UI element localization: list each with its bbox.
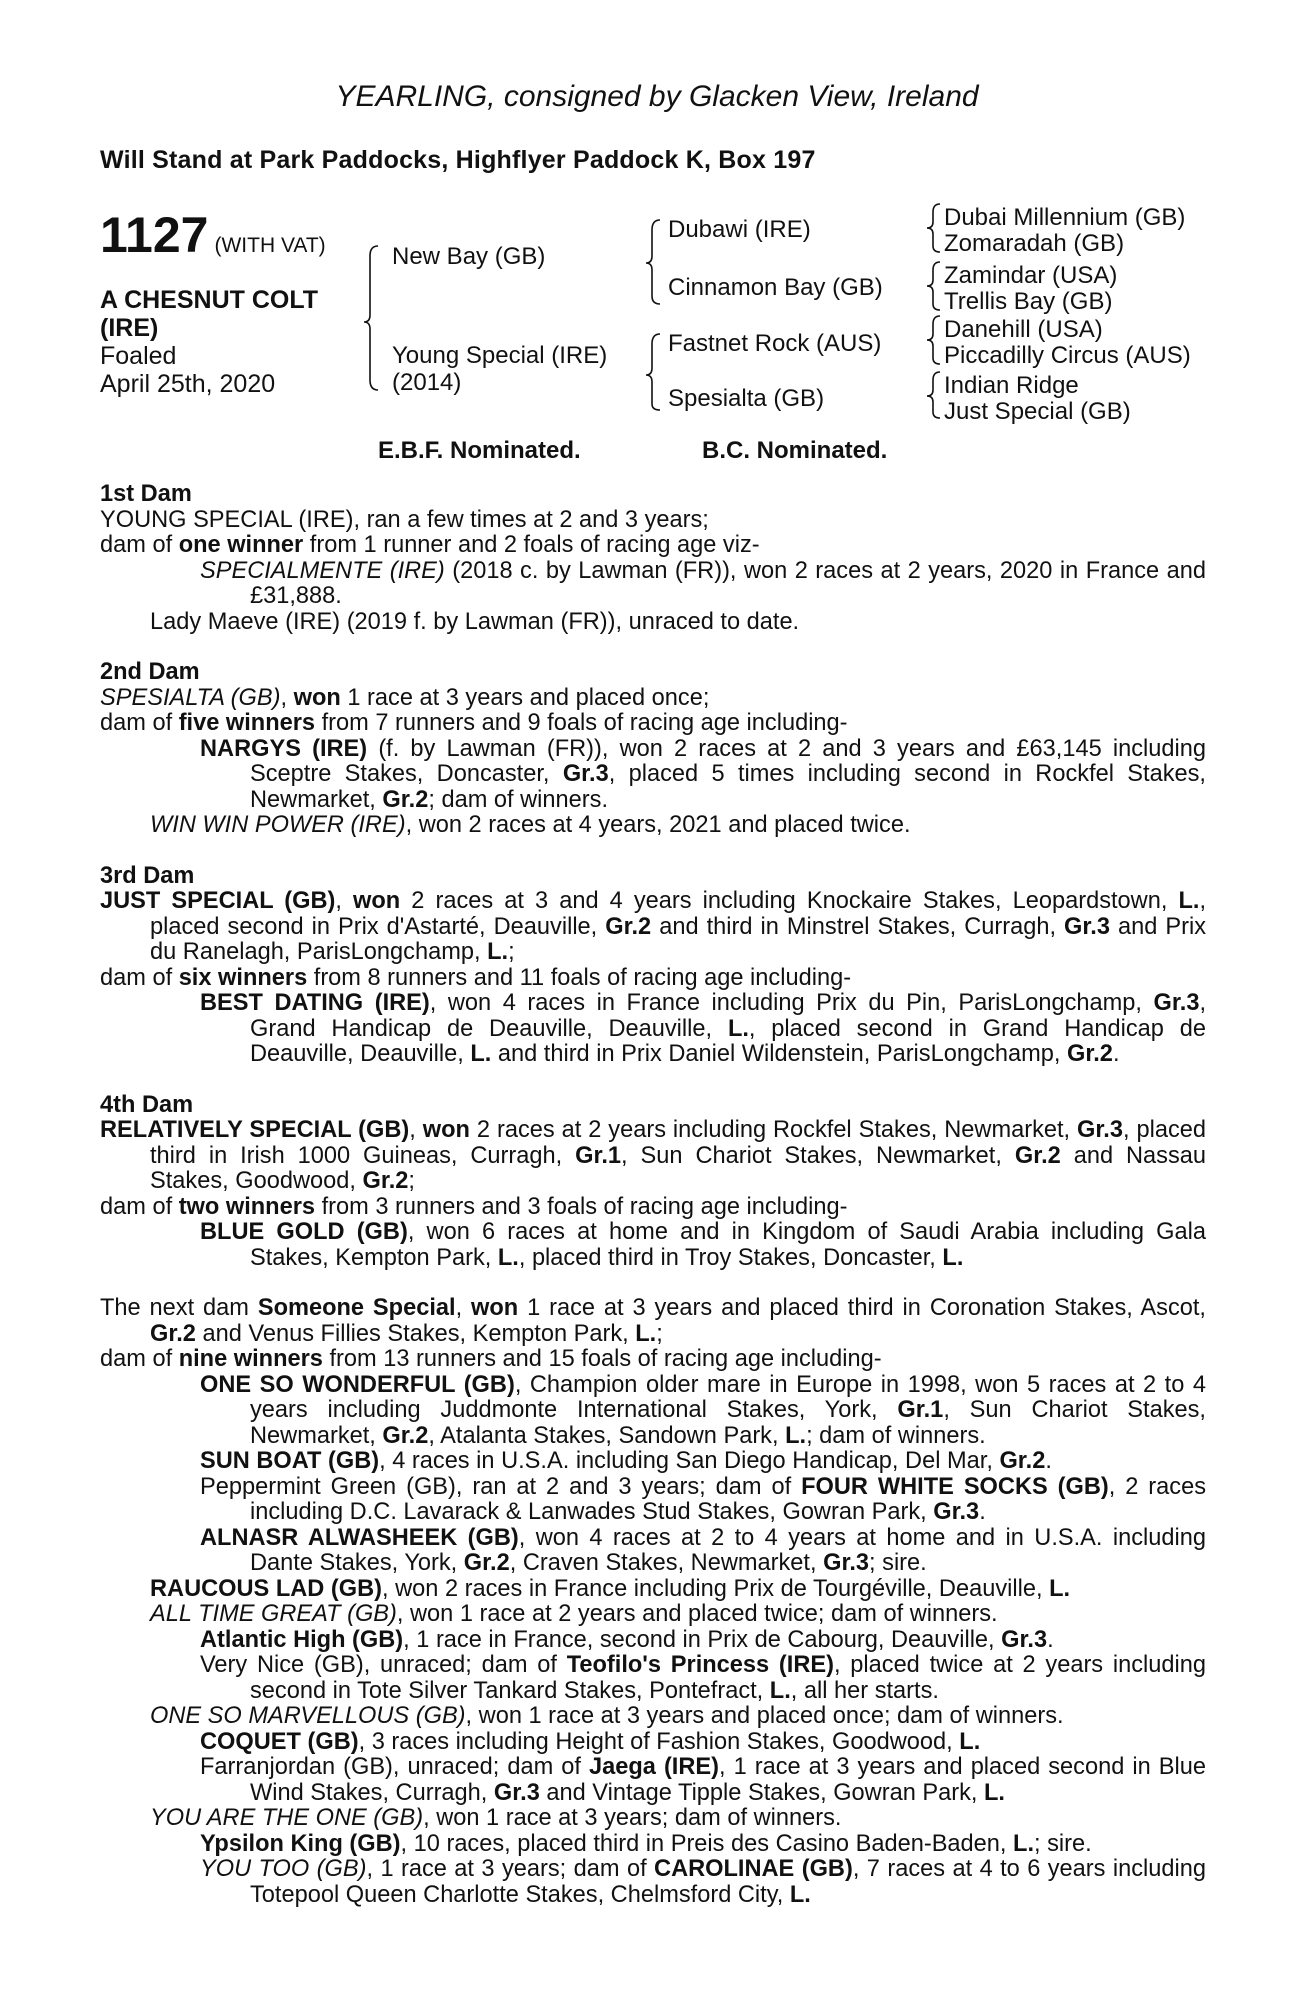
ebf-nomination: E.B.F. Nominated. xyxy=(378,437,581,464)
text-run: , placed third in Irish 1000 Guineas, Curragh, xyxy=(150,1117,1206,1169)
text-run: , placed third in Troy Stakes, Doncaster, xyxy=(518,1244,943,1271)
text-run: . xyxy=(1112,1041,1120,1067)
text-run: Very Nice (GB), unraced; dam of xyxy=(200,1652,567,1678)
text-run: ; xyxy=(508,939,515,965)
text-run: , 1 race at 3 years; dam of xyxy=(366,1856,655,1882)
text-run: ; dam of winners. xyxy=(428,786,608,813)
text-run: , won 1 race at 2 years and placed twice; dam of winners. xyxy=(396,1601,998,1627)
text-run: , xyxy=(409,1117,423,1143)
next-dam-produce-line xyxy=(100,1347,1206,1373)
fourth-dam-produce-line xyxy=(100,1195,1206,1221)
text-run: 2 races at 2 years including Rockfel Stakes, Newmarket, xyxy=(469,1117,1078,1143)
text-run: ; dam of winners. xyxy=(806,1422,986,1449)
text-run: . xyxy=(1047,1626,1054,1653)
lot-sex-color: A CHESNUT COLT xyxy=(100,286,319,314)
ggp-5: Danehill (USA) xyxy=(944,316,1103,343)
text-run: FOUR WHITE SOCKS (GB) xyxy=(801,1473,1109,1500)
text-run: Ypsilon King (GB) xyxy=(200,1830,401,1857)
text-run: Gr.2 xyxy=(1067,1041,1113,1067)
text-run: (f. by Lawman (FR)), won 2 races at 2 and 3 years and £63,145 including Sceptre Stakes, Doncaster, xyxy=(250,735,1207,787)
third-dam-produce-line xyxy=(100,966,1206,992)
text-run: Gr.2 xyxy=(362,1168,409,1194)
text-run: five winners xyxy=(178,710,316,736)
text-run: Gr.1 xyxy=(575,1142,622,1169)
text-run: one winner xyxy=(178,532,304,558)
text-run: ; sire. xyxy=(869,1550,927,1576)
text-run: ; sire. xyxy=(1034,1830,1092,1857)
bc-nomination: B.C. Nominated. xyxy=(702,437,888,464)
dam-line2: (2014) xyxy=(392,369,462,396)
produce-peppermint-green xyxy=(100,1475,1206,1526)
produce-very-nice xyxy=(100,1653,1206,1704)
text-run: L. xyxy=(1013,1830,1034,1857)
lot-country: (IRE) xyxy=(100,314,159,342)
ggp-2: Zomaradah (GB) xyxy=(944,230,1125,257)
text-run: L. xyxy=(497,1244,519,1271)
text-run: dam of xyxy=(100,532,179,558)
text-run: , Sun Chariot Stakes, Newmarket, xyxy=(621,1142,1015,1169)
produce-win-win-power xyxy=(100,813,1206,839)
text-run: , won 6 races at home and in Kingdom of Saudi Arabia including Gala Stakes, Kempton Park, xyxy=(250,1219,1206,1271)
produce-blue-gold xyxy=(100,1220,1206,1271)
dam-sire: Fastnet Rock (AUS) xyxy=(668,330,882,357)
text-run: L. xyxy=(769,1677,791,1704)
text-run: and third in Prix Daniel Wildenstein, ParisLongchamp, xyxy=(491,1041,1068,1067)
produce-lady-maeve: Lady Maeve (IRE) (2019 f. by Lawman (FR)), unraced to date. xyxy=(150,608,800,635)
text-run: , won 4 races in France including Prix du Pin, ParisLongchamp, xyxy=(429,990,1154,1016)
ggp-6: Piccadilly Circus (AUS) xyxy=(944,342,1191,369)
produce-ypsilon-king xyxy=(100,1832,1206,1858)
third-dam-line xyxy=(100,889,1206,966)
text-run: dam of xyxy=(100,964,179,991)
text-run: JUST SPECIAL (GB) xyxy=(100,888,336,914)
text-run: Gr.3 xyxy=(1001,1626,1048,1653)
text-run: SPECIALMENTE (IRE) xyxy=(200,557,445,584)
dam-dam: Spesialta (GB) xyxy=(668,385,825,412)
text-run: Farranjordan (GB), unraced; dam of xyxy=(200,1754,590,1780)
text-run: The next dam xyxy=(100,1295,258,1321)
text-run: , placed twice at 2 years including second in Tote Silver Tankard Stakes, Pontefract, xyxy=(250,1652,1206,1704)
text-run: , all her starts. xyxy=(790,1677,939,1704)
text-run: dam of xyxy=(100,1346,179,1372)
text-run: Gr.3 xyxy=(933,1499,980,1525)
text-run: , 2 races including D.C. Lavarack & Lanwades Stud Stakes, Gowran Park, xyxy=(250,1473,1207,1525)
text-run: 1 race at 3 years and placed third in Coronation Stakes, Ascot, xyxy=(518,1295,1206,1321)
text-run: Gr.2 xyxy=(150,1320,196,1347)
produce-best-dating xyxy=(100,991,1206,1068)
produce-atlantic-high xyxy=(100,1628,1206,1654)
text-run: , 4 races in U.S.A. including San Diego Handicap, Del Mar, xyxy=(379,1448,1000,1474)
text-run: Gr.2 xyxy=(382,1422,429,1449)
text-run: L. xyxy=(984,1779,1005,1806)
produce-sun-boat xyxy=(100,1449,1206,1475)
produce-alnasr-alwasheek xyxy=(100,1526,1206,1577)
dam-line1: Young Special (IRE) xyxy=(392,342,608,369)
text-run: , Sun Chariot Stakes, Newmarket, xyxy=(250,1397,1206,1449)
text-run: . xyxy=(979,1499,986,1525)
text-run: COQUET (GB) xyxy=(200,1728,359,1755)
text-run: Gr.3 xyxy=(493,1779,540,1806)
foaled-label: Foaled xyxy=(100,342,177,370)
text-run: 1 race at 3 years and placed once; xyxy=(340,684,710,711)
text-run: Gr.3 xyxy=(1153,990,1200,1016)
next-dam-line xyxy=(100,1296,1206,1347)
first-dam-produce-line xyxy=(100,533,1206,559)
third-dam-title: 3rd Dam xyxy=(100,862,195,889)
text-run: Gr.1 xyxy=(897,1397,944,1423)
text-run: dam of xyxy=(100,710,179,736)
lot-number: 1127 xyxy=(100,207,209,263)
second-dam-section xyxy=(100,660,1206,839)
text-run: from 7 runners and 9 foals of racing age including- xyxy=(315,710,848,736)
produce-raucous-lad xyxy=(100,1577,1206,1603)
text-run: ONE SO MARVELLOUS (GB) xyxy=(150,1703,466,1729)
text-run: L. xyxy=(1178,888,1200,914)
text-run: won xyxy=(471,1295,519,1321)
stand-location: Will Stand at Park Paddocks, Highflyer Paddock K, Box 197 xyxy=(100,146,816,174)
text-run: six winners xyxy=(178,964,308,991)
text-run: Gr.3 xyxy=(1077,1117,1123,1143)
text-run: NARGYS (IRE) xyxy=(200,735,368,762)
text-run: , 3 races including Height of Fashion Stakes, Goodwood, xyxy=(358,1728,960,1755)
text-run: , placed second in Prix d'Astarté, Deauville, xyxy=(150,888,1206,940)
second-dam-title: 2nd Dam xyxy=(100,659,200,685)
text-run: dam of xyxy=(100,1193,179,1220)
text-run: , placed second in Grand Handicap de Deauville, Deauville, xyxy=(250,1015,1206,1067)
produce-one-so-marvellous xyxy=(100,1704,1206,1730)
text-run: Gr.2 xyxy=(382,786,429,813)
text-run: , 7 races at 4 to 6 years including Totepool Queen Charlotte Stakes, Chelmsford City, xyxy=(250,1856,1206,1908)
text-run: , placed 5 times including second in Rockfel Stakes, Newmarket, xyxy=(250,761,1206,813)
text-run: nine winners xyxy=(178,1346,323,1372)
text-run: Gr.3 xyxy=(823,1550,870,1576)
ggp-8: Just Special (GB) xyxy=(944,398,1131,425)
text-run: . xyxy=(1045,1448,1052,1474)
text-run: Gr.2 xyxy=(1014,1142,1061,1169)
produce-you-too xyxy=(100,1857,1206,1908)
text-run: (2018 c. by Lawman (FR)), won 2 races at 2 years, 2020 in France and £31,888. xyxy=(250,557,1206,609)
sire-sire: Dubawi (IRE) xyxy=(668,216,811,243)
text-run: won xyxy=(293,684,341,711)
text-run: , 1 race at 3 years and placed second in Blue Wind Stakes, Curragh, xyxy=(250,1754,1206,1806)
text-run: L. xyxy=(959,1728,981,1755)
vat-label: (WITH VAT) xyxy=(214,234,326,257)
text-run: , xyxy=(280,684,294,711)
text-run: , Grand Handicap de Deauville, Deauville, xyxy=(250,990,1207,1042)
text-run: won xyxy=(422,1117,470,1143)
text-run: , 10 races, placed third in Preis des Casino Baden-Baden, xyxy=(400,1830,1014,1857)
text-run: , won 2 races in France including Prix de Tourgéville, Deauville, xyxy=(382,1575,1050,1602)
text-run: Gr.3 xyxy=(562,761,609,787)
text-run: Gr.3 xyxy=(1064,913,1110,940)
text-run: RELATIVELY SPECIAL (GB) xyxy=(100,1117,410,1143)
text-run: L. xyxy=(635,1320,657,1347)
text-run: L. xyxy=(1049,1575,1071,1602)
text-run: L. xyxy=(727,1015,749,1042)
text-run: , Atalanta Stakes, Sandown Park, xyxy=(428,1422,786,1449)
text-run: two winners xyxy=(178,1193,316,1220)
ggp-4: Trellis Bay (GB) xyxy=(944,288,1113,315)
text-run: SPESIALTA (GB) xyxy=(100,684,281,711)
text-run: and Prix du Ranelagh, ParisLongchamp, xyxy=(150,913,1206,965)
produce-nargys xyxy=(100,737,1206,814)
text-run: and third in Minstrel Stakes, Curragh, xyxy=(651,913,1065,940)
produce-all-time-great xyxy=(100,1602,1206,1628)
produce-farranjordan xyxy=(100,1755,1206,1806)
text-run: L. xyxy=(789,1881,811,1908)
text-run: L. xyxy=(942,1244,964,1271)
text-run: ALNASR ALWASHEEK (GB) xyxy=(200,1524,519,1551)
next-dam-section xyxy=(100,1296,1206,1908)
text-run: from 8 runners and 11 foals of racing age including- xyxy=(307,964,852,991)
text-run: Gr.2 xyxy=(605,913,652,940)
second-dam-line xyxy=(100,686,1206,712)
text-run: L. xyxy=(470,1041,492,1067)
text-run: and Venus Fillies Stakes, Kempton Park, xyxy=(195,1320,636,1347)
consignment-line: YEARLING, consigned by Glacken View, Ireland xyxy=(335,80,979,113)
dam-lines xyxy=(100,482,1206,1933)
text-run: Someone Special xyxy=(257,1295,456,1321)
text-run: , won 4 races at 2 to 4 years at home and in U.S.A. including Dante Stakes, York, xyxy=(250,1524,1207,1576)
text-run: , 1 race in France, second in Prix de Cabourg, Deauville, xyxy=(403,1626,1002,1653)
text-run: ; xyxy=(408,1168,415,1194)
first-dam-section xyxy=(100,482,1206,635)
second-dam-produce-line xyxy=(100,711,1206,737)
text-run: from 1 runner and 2 foals of racing age viz- xyxy=(303,532,760,558)
text-run: from 3 runners and 3 foals of racing age including- xyxy=(315,1193,848,1220)
produce-specialmente xyxy=(100,559,1206,610)
text-run: YOU TOO (GB) xyxy=(200,1856,367,1882)
text-run: ALL TIME GREAT (GB) xyxy=(150,1601,397,1627)
text-run: BLUE GOLD (GB) xyxy=(200,1219,408,1245)
text-run: Gr.2 xyxy=(463,1550,510,1576)
foaled-date: April 25th, 2020 xyxy=(100,370,276,398)
text-run: , Champion older mare in Europe in 1998, won 5 races at 2 to 4 years including Juddmonte International Stakes, York, xyxy=(250,1371,1206,1423)
ggp-1: Dubai Millennium (GB) xyxy=(944,204,1186,231)
text-run: RAUCOUS LAD (GB) xyxy=(150,1575,382,1602)
text-run: won xyxy=(353,888,401,914)
text-run: Teofilo's Princess (IRE) xyxy=(566,1652,834,1678)
produce-one-so-wonderful xyxy=(100,1373,1206,1450)
text-run: , xyxy=(335,888,354,914)
text-run: 2 races at 3 and 4 years including Knockaire Stakes, Leopardstown, xyxy=(400,888,1179,914)
text-run: , won 1 race at 3 years; dam of winners. xyxy=(423,1805,842,1831)
text-run: ONE SO WONDERFUL (GB) xyxy=(200,1371,515,1398)
text-run: WIN WIN POWER (IRE) xyxy=(150,812,406,838)
fourth-dam-section xyxy=(100,1093,1206,1272)
text-run: from 13 runners and 15 foals of racing age including- xyxy=(322,1346,882,1372)
ggp-3: Zamindar (USA) xyxy=(944,262,1118,289)
text-run: Jaega (IRE) xyxy=(589,1754,719,1780)
text-run: ; xyxy=(656,1320,663,1347)
sire: New Bay (GB) xyxy=(392,243,546,270)
text-run: SUN BOAT (GB) xyxy=(200,1448,380,1474)
text-run: , won 2 races at 4 years, 2021 and placed twice. xyxy=(405,812,911,838)
first-dam-line: YOUNG SPECIAL (IRE), ran a few times at 2 and 3 years; xyxy=(100,506,709,533)
sire-dam: Cinnamon Bay (GB) xyxy=(668,274,883,301)
text-run: Gr.2 xyxy=(999,1448,1046,1474)
fourth-dam-title: 4th Dam xyxy=(100,1091,194,1118)
text-run: and Vintage Tipple Stakes, Gowran Park, xyxy=(539,1779,984,1806)
text-run: Peppermint Green (GB), ran at 2 and 3 years; dam of xyxy=(200,1473,802,1500)
fourth-dam-line xyxy=(100,1118,1206,1195)
text-run: and Nassau Stakes, Goodwood, xyxy=(150,1142,1206,1194)
text-run: L. xyxy=(785,1422,807,1449)
text-run: CAROLINAE (GB) xyxy=(654,1856,853,1882)
text-run: YOU ARE THE ONE (GB) xyxy=(150,1805,424,1831)
text-run: , xyxy=(455,1295,472,1321)
produce-you-are-the-one xyxy=(100,1806,1206,1832)
text-run: , Craven Stakes, Newmarket, xyxy=(509,1550,824,1576)
produce-coquet xyxy=(100,1730,1206,1756)
text-run: BEST DATING (IRE) xyxy=(200,990,430,1016)
text-run: , won 1 race at 3 years and placed once; dam of winners. xyxy=(465,1703,1064,1729)
text-run: Atlantic High (GB) xyxy=(200,1626,404,1653)
third-dam-section xyxy=(100,864,1206,1068)
ggp-7: Indian Ridge xyxy=(944,372,1079,399)
text-run: L. xyxy=(487,939,509,965)
first-dam-title: 1st Dam xyxy=(100,481,192,507)
